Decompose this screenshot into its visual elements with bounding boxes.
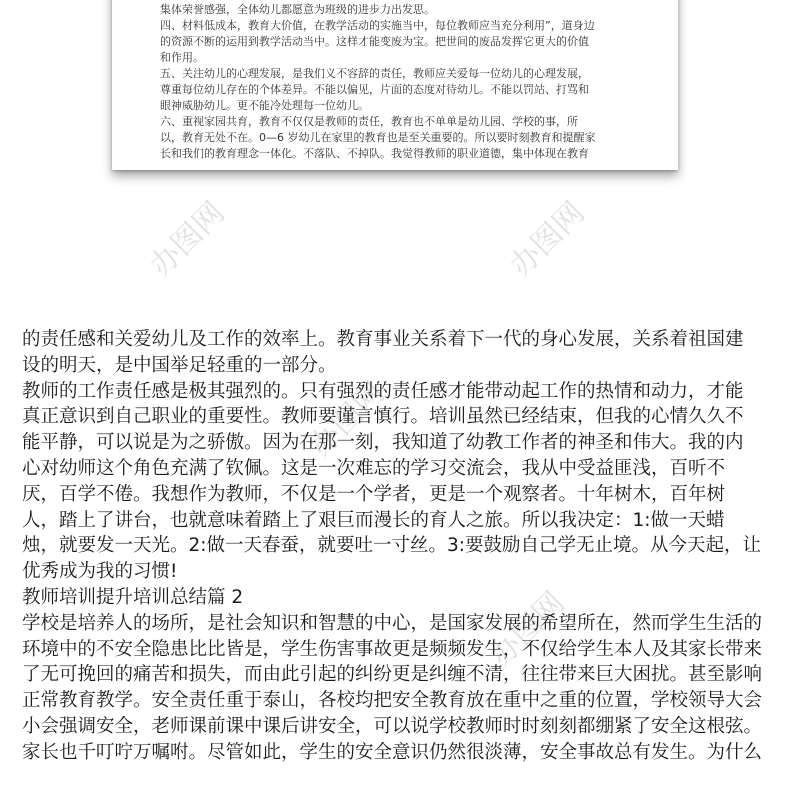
paragraph-line: 人，踏上了讲台，也就意味着踏上了艰巨而漫长的育人之旅。所以我决定：1:做一天蜡 bbox=[22, 509, 725, 531]
embedded-page-image bbox=[112, 0, 678, 170]
paragraph-line: 了无可挽回的痛苦和损失，而由此引起的纠纷更是纠缠不清，往往带来巨大困扰。甚至影响 bbox=[22, 664, 763, 686]
paragraph-line: 能平静，可以说是为之骄傲。因为在那一刻，我知道了幼教工作者的神圣和伟大。我的内 bbox=[22, 432, 744, 454]
embedded-line: 以，教育无处不在。0—6 岁幼儿在家里的教育也是至关重要的。所以要时刻教育和提醒家 bbox=[160, 131, 596, 144]
embedded-line: 四、材料低成本，教育大价值，在教学活动的实施当中，每位教师应当充分利用”，道身边 bbox=[160, 19, 595, 32]
article-body bbox=[22, 327, 782, 766]
paragraph-line: 真正意识到自己职业的重要性。教师要谨言慎行。培训虽然已经结束，但我的心情久久不 bbox=[22, 406, 744, 428]
embedded-line: 五、关注幼儿的心理发展，是我们义不容辞的责任，教师应关爱每一位幼儿的心理发展， bbox=[160, 67, 589, 80]
embedded-line: 和作用。 bbox=[160, 51, 204, 64]
embedded-page-text bbox=[160, 2, 650, 162]
watermark: 办图网 bbox=[143, 195, 232, 284]
paragraph-line: 心对幼师这个角色充满了钦佩。这是一次难忘的学习交流会，我从中受益匪浅，百听不 bbox=[22, 457, 726, 479]
paragraph-line: 优秀成为我的习惯! bbox=[22, 561, 178, 583]
embedded-line: 集体荣誉感强，全体幼儿都愿意为班级的进步力出发思。 bbox=[160, 3, 435, 16]
paragraph-line: 学校是培养人的场所，是社会知识和智慧的中心，是国家发展的希望所在，然而学生生活的 bbox=[22, 612, 763, 634]
paragraph-line: 家长也千叮咛万嘱咐。尽管如此，学生的安全意识仍然很淡薄，安全事故总有发生。为什么 bbox=[22, 741, 763, 763]
embedded-line: 的资源不断的运用到教学活动当中。这样才能变废为宝。把世间的废品发挥它更大的价值 bbox=[160, 35, 589, 48]
paragraph-line: 环境中的不安全隐患比比皆是，学生伤害事故更是频频发生，不仅给学生本人及其家长带来 bbox=[22, 638, 763, 660]
section-heading: 教师培训提升培训总结篇 2 bbox=[22, 586, 244, 608]
paragraph-line: 教师的工作责任感是极其强烈的。只有强烈的责任感才能带动起工作的热情和动力，才能 bbox=[22, 380, 744, 402]
watermark: 办图网 bbox=[303, 375, 392, 464]
paragraph-line: 正常教育教学。安全责任重于泰山，各校均把安全教育放在重中之重的位置，学校领导大会 bbox=[22, 690, 763, 712]
embedded-line: 眼神威胁幼儿。更不能冷处理每一位幼儿。 bbox=[160, 99, 369, 112]
embedded-line: 尊重每位幼儿存在的个体差异。不能以偏见，片面的态度对待幼儿。不能以罚站、打骂和 bbox=[160, 83, 589, 96]
watermark: 办图网 bbox=[503, 195, 592, 284]
embedded-line: 长和我们的教育理念一体化。不落队、不掉队。我觉得教师的职业道德，集中体现在教育 bbox=[160, 147, 589, 160]
paragraph-line: 设的明天，是中国举足轻重的一部分。 bbox=[22, 354, 337, 376]
paragraph-line: 的责任感和关爱幼儿及工作的效率上。教育事业关系着下一代的身心发展，关系着祖国建 bbox=[22, 329, 744, 350]
paragraph-line: 烛，就要发一天光。2:做一天春蚕，就要吐一寸丝。3:要鼓励自己学无止境。从今天起，让 bbox=[22, 535, 762, 557]
paragraph-line: 小会强调安全，老师课前课中课后讲安全，可以说学校教师时时刻刻都绷紧了安全这根弦。 bbox=[22, 715, 763, 737]
paragraph-line: 厌，百学不倦。我想作为教师，不仅是一个学者，更是一个观察者。十年树木，百年树 bbox=[22, 483, 726, 505]
watermark: 办图网 bbox=[483, 585, 572, 674]
embedded-line: 六、重视家园共育，教育不仅仅是教师的责任，教育也不单单是幼儿园、学校的事，所 bbox=[160, 115, 578, 128]
